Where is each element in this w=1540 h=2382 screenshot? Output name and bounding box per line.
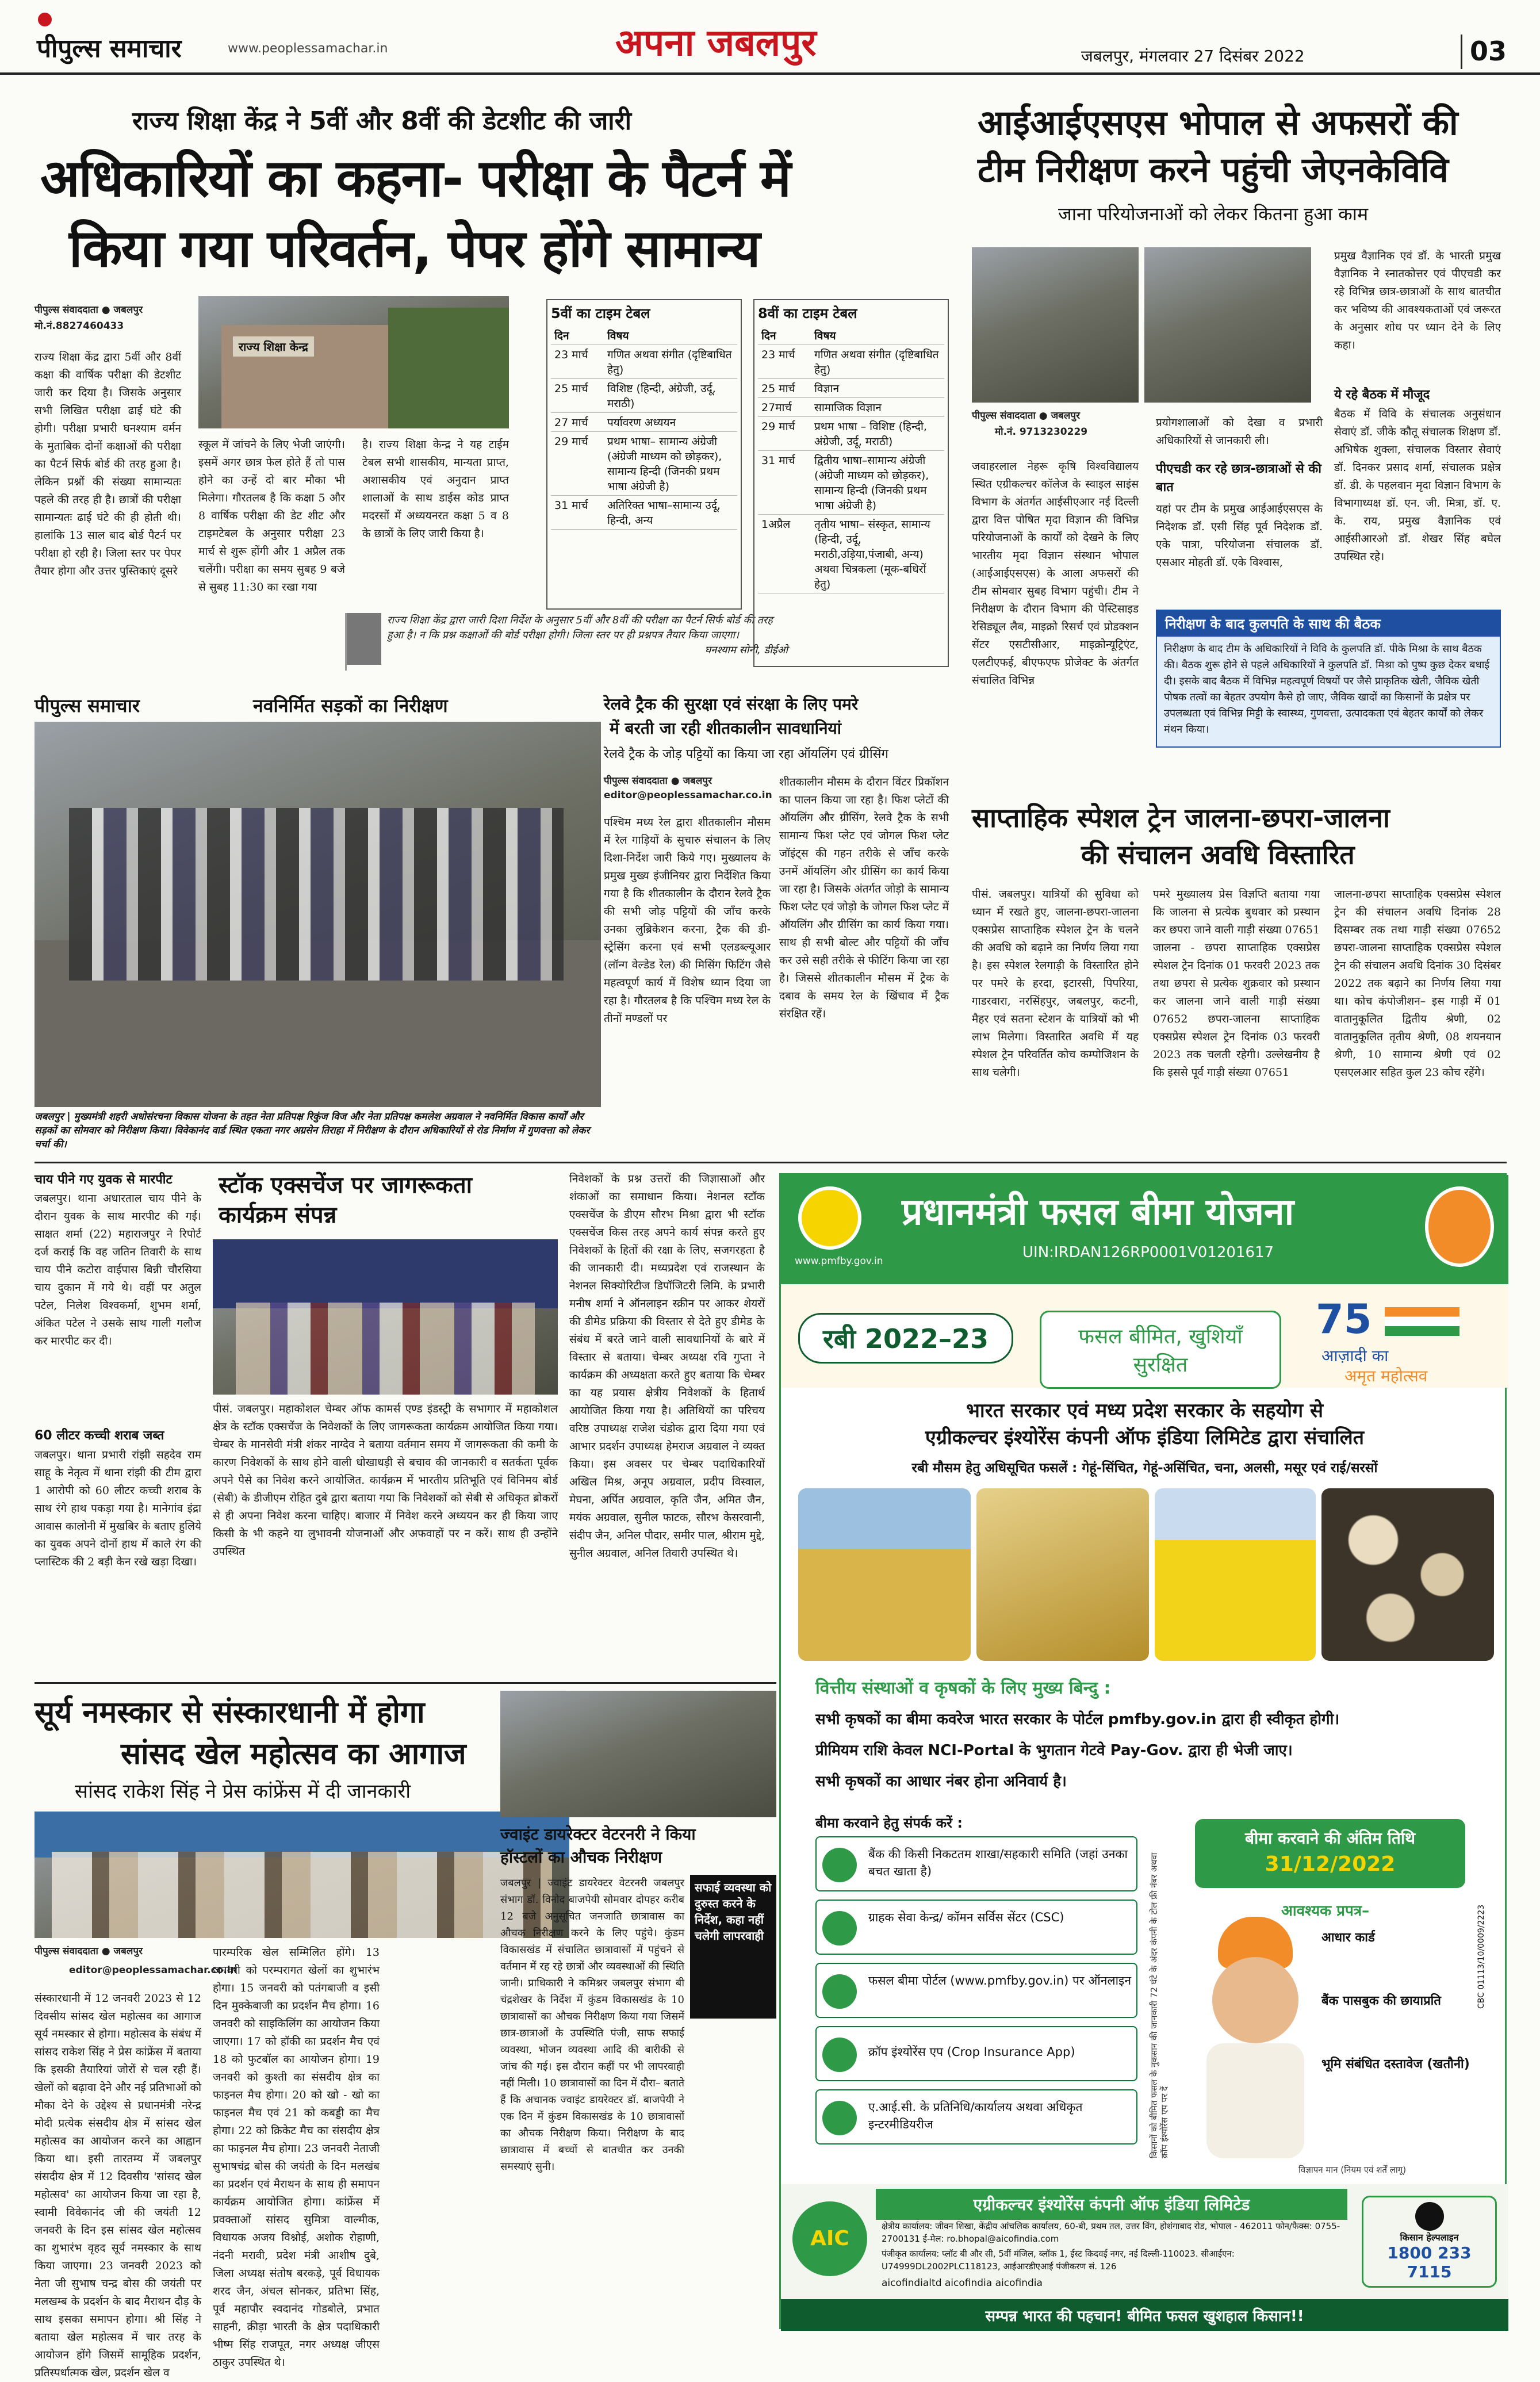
table-row: 27 मार्च पर्यावरण अध्ययन bbox=[551, 413, 737, 432]
ad-footer: सम्पन्न भारत की पहचान! बीमित फसल खुशहाल किसान!! bbox=[781, 2299, 1508, 2331]
crop-photo-chickpea bbox=[1321, 1488, 1494, 1661]
train-col-c: जालना-छपरा साप्ताहिक एक्सप्रेस स्पेशल ट्रेन की संचालन अवधि दिनांक 28 दिसम्बर तक तथा गाड़ी संख्या 07652 छपरा-जालना साप्ताहिक एक्सप्रेस स्पेशल ट्रेन की संचालन अवधि दिनांक 30 दिसंबर 2022 तक बढ़ाने का निर्णय लिया गया था। कोच कंपोजीशन– इस गाड़ी में 01 वातानुकूलित द्वितीय श्रेणी, 02 वातानुकूलित तृतीय श्रेणी, 08 शयनयान श्रेणी, 10 सामान्य श्रेणी एवं 02 एसएलआर सहित कुल 23 कोच रहेंगे। bbox=[1334, 888, 1501, 1079]
aic-logo-text: AIC bbox=[810, 2227, 849, 2250]
fasal-bima-ad bbox=[779, 1173, 1507, 2329]
ad-social[interactable]: aicofindialtd aicofindia aicofindia bbox=[882, 2277, 1043, 2289]
deadline-label: बीमा करवाने की अंतिम तिथि bbox=[1244, 1829, 1415, 1848]
stock-col-b: निवेशकों के प्रश्न उत्तरों की जिज्ञासाओं और शंकाओं का समाधान किया। नेशनल स्टॉक एक्सचेंज के डीएम सौरभ मिश्रा द्वारा भी स्टॉक एक्सचेंज किस तरह अपने कार्य संपन्न करते हुए निवेशकों के हितों की रक्षा के लिए, सजगरहता है की जानकारी दी। मध्यप्रदेश एवं राजस्थान के नेशनल सिक्योरिटीज डिपॉजिटरी लिमि. के प्रभारी मनीष शर्मा ने ऑनलाइन स्क्रीन पर आकर शेयरों की डीमेड प्रक्रिया की विस्तार से देते हुए डीमेड के संबंध में बरते जाने वाली सावधानियों के बारे में विस्तार से बताया। चेम्बर अध्यक्ष रवि गुप्ता ने कार्यक्रम की अध्यक्षता करते हुए बताया कि चेम्बर का यह प्रयास क्षेत्रीय निवेशकों के हितार्थ आयोजित किया गया है। अतिथियों का परिचय वरिष्ठ उपाध्यक्ष राजेश चंडोक द्वारा दिया गया एवं आभार प्रदर्शन उपाध्यक्ष हेमराज अग्रवाल ने व्यक्त किया। इस अवसर पर चेम्बर पदाधिकारियों अखिल मिश्र, अनूप अग्रवाल, प्रदीप विस्वाल, मेघना, अर्पित अग्रवाल, कृति जैन, अमित जैन, मयंक अग्रवाल, सुनील फाटक, सौरभ केसरवानी, संदीप जैन, अनिल पौदार, समीर पाल, श्रीराम मुद्दे, सुनील अग्रवाल, अनिल तिवारी उपस्थित थे। bbox=[569, 1173, 765, 1560]
lead-col-2: स्कूल में जांचने के लिए भेजी जाएंगी। इसमें अगर छात्र फेल होते हैं तो पास होने का उन्हें दो बार मौका भी मिलेगा। गौरतलब है कि कक्षा 5 और 8 वार्षिक परीक्षा की डेट शीट और टाइमटेबल के अनुसार परीक्षा 23 मार्च से शुरू होंगी और 1 अप्रैल तक चलेंगी। परीक्षा का समय सुबह 9 बजे से सुबह 11:30 का रखा गया bbox=[198, 438, 345, 593]
azadi-number: 75 bbox=[1316, 1296, 1372, 1343]
officer-name: घनश्याम सोनी, डीईओ bbox=[704, 644, 788, 656]
brief-1-title: चाय पीने गए युवक से मारपीट bbox=[35, 1173, 173, 1187]
portal-icon bbox=[822, 1974, 857, 2009]
tt5-title: 5वीं का टाइम टेबल bbox=[551, 305, 650, 321]
rail-subhead: रेलवे ट्रैक के जोड़ पट्टियों का किया जा रहा ऑयलिंग एवं ग्रीसिंग bbox=[604, 747, 888, 761]
icar-photo-2 bbox=[1144, 247, 1311, 403]
ad-office-2: पंजीकृत कार्यालय: प्लॉट बी और सी, 5वीं मंजिल, ब्लॉक 1, ईस्ट किदवई नगर, नई दिल्ली-110023. सीआईएन: U74999DL2002PLC118123, आईआरडीएआई पंजीकरण सं. 126 bbox=[882, 2249, 1235, 2272]
sports-story bbox=[35, 1691, 569, 2379]
stock-story bbox=[213, 1170, 765, 1676]
contact-item: फसल बीमा पोर्टल (www.pmfby.gov.in) पर ऑनलाइन bbox=[815, 1963, 1137, 2018]
roads-label: नवनिर्मित सड़कों का निरीक्षण bbox=[253, 695, 448, 717]
vet-headline-2: हॉस्टलों का औचक निरीक्षण bbox=[500, 1848, 662, 1867]
pmfby-logo bbox=[798, 1186, 861, 1250]
roads-paper-name: पीपुल्स समाचार bbox=[35, 695, 140, 717]
toll-free-label: किसान हेल्पलाइन bbox=[1400, 2232, 1459, 2243]
page-number: 03 bbox=[1470, 36, 1507, 67]
timetable-5 bbox=[546, 299, 742, 610]
icar-sub-1: पीएचडी कर रहे छात्र-छात्राओं से की बात bbox=[1156, 462, 1321, 495]
roads-photo bbox=[35, 722, 601, 1107]
roads-photo-block bbox=[35, 693, 601, 1153]
website[interactable]: www.peoplessamachar.in bbox=[228, 41, 388, 56]
icar-box-title: निरीक्षण के बाद कुलपति के साथ की बैठक bbox=[1157, 611, 1500, 637]
ad-side-note: किसानों को बीमित फसल के नुकसान की जानकारी 72 घंटे के अंदर कंपनी के टोल फ्री नंबर अथवा क्रॉप इंश्योरेंस एप पर दें bbox=[1149, 1852, 1170, 2158]
icar-photo bbox=[972, 247, 1139, 403]
table-row: 23 मार्च गणित अथवा संगीत (दृष्टिबाधित हेतु) bbox=[551, 345, 737, 379]
photo-sign: राज्य शिक्षा केन्द्र bbox=[233, 336, 314, 357]
csc-icon bbox=[822, 1911, 857, 1946]
deadline-box bbox=[1195, 1819, 1465, 1888]
contact-title: बीमा करवाने हेतु संपर्क करें : bbox=[815, 1815, 963, 1831]
rail-col-a: पश्चिम मध्य रेल द्वारा शीतकालीन मौसम में रेल गाड़ियों के सुचारु संचालन के लिए दिशा-निर्देश जारी किये गए। मुख्यालय के प्रमुख मुख्य इंजीनियर द्वारा निर्देशित किया गया है कि शीतकालीन के दौरान रेलवे ट्रैक की सभी जोड़ पट्टियों की जाँच करके उनका लुब्रिकेशन करना, ट्रैक की डी-स्ट्रेसिंग करना एवं सभी एलडब्ल्यूआर (लॉन्ग वेल्डेड रेल) की मिसिंग फिटिंग जैसे महत्वपूर्ण कार्य में विशेष ध्यान दिया जा रहा है। गौरतलब है कि पश्चिम मध्य रेल के तीनों मण्डलों पर bbox=[604, 816, 771, 1025]
vet-callout-text: सफाई व्यवस्था को दुरुस्त करने के निर्देश, कहा नहीं चलेगी लापरवाही bbox=[695, 1881, 772, 1943]
ad-season: रबी 2022–23 bbox=[798, 1313, 1013, 1364]
icar-col-b2: यहां पर टीम के प्रमुख आईआईएसएस के निदेशक डॉ. एसी सिंह पूर्व निदेशक डॉ. एके पात्रा, परियोजना संचालक डॉ. एसआर मोहती डॉ. एके विश्वास, bbox=[1156, 503, 1323, 569]
train-story bbox=[972, 799, 1507, 1156]
sports-headline-2: सांसद खेल महोत्सव का आगाज bbox=[121, 1737, 466, 1771]
azadi-line-2: अमृत महोत्सव bbox=[1344, 1366, 1428, 1385]
brief-2-title: 60 लीटर कच्ची शराब जब्त bbox=[35, 1429, 164, 1443]
lead-story bbox=[35, 92, 957, 673]
vet-story bbox=[500, 1691, 776, 2335]
points-title: वित्तीय संस्थाओं व कृषकों के लिए मुख्य बिन्दु : bbox=[815, 1678, 1111, 1698]
sports-byline: पीपुल्स संवाददाता ● जबलपुर bbox=[35, 1946, 143, 1957]
rail-headline-2: में बरती जा रही शीतकालीन सावधानियां bbox=[610, 719, 842, 738]
table-row: 25 मार्च विज्ञान bbox=[758, 379, 944, 398]
stock-photo bbox=[213, 1239, 558, 1395]
icar-sub-2: ये रहे बैठक में मौजूद bbox=[1334, 388, 1430, 402]
train-col-b: पमरे मुख्यालय प्रेस विज्ञप्ति बताया गया कि जालना से प्रत्येक बुधवार को प्रस्थान कर छपरा जाने वाली गाड़ी संख्या 07651 जालना - छपरा साप्ताहिक एक्सप्रेस स्पेशल ट्रेन दिनांक 01 फरवरी 2023 तक तथा छपरा से प्रत्येक शुक्रवार को प्रस्थान कर जालना जाने वाली गाड़ी संख्या 07652 छपरा-जालना साप्ताहिक एक्सप्रेस स्पेशल ट्रेन दिनांक 03 फरवरी 2023 तक चलती रहेगी। उल्लेखनीय है कि इससे पूर्व गाड़ी संख्या 07651 bbox=[1153, 888, 1320, 1079]
toll-free-box bbox=[1362, 2196, 1497, 2288]
briefs bbox=[35, 1170, 201, 1676]
deadline-date: 31/12/2022 bbox=[1265, 1852, 1396, 1876]
vet-callout bbox=[690, 1875, 776, 2019]
crop-photo-wheat bbox=[976, 1488, 1149, 1661]
bank-icon bbox=[822, 1848, 857, 1882]
train-headline-2: की संचालन अवधि विस्तारित bbox=[1081, 839, 1355, 870]
dateline: जबलपुर, मंगलवार 27 दिसंबर 2022 bbox=[1081, 47, 1305, 66]
table-row: 31 मार्च अतिरिक्त भाषा–सामान्य उर्दू, हिन्दी, अन्य bbox=[551, 496, 737, 530]
point-item: प्रीमियम राशि केवल NCI-Portal के भुगतान गेटवे Pay-Gov. द्वारा ही भेजी जाए। bbox=[815, 1742, 1293, 1759]
aic-agent-icon bbox=[822, 2101, 857, 2135]
tt8-head-date: दिन bbox=[758, 326, 811, 345]
farmer-mascot bbox=[1195, 1917, 1310, 2158]
table-row: 31 मार्च द्वितीय भाषा–सामान्य अंग्रेजी (अंग्रेजी माध्यम को छोड़कर), सामान्य हिन्दी (जिनकी प्रथम भाषा अंग्रेजी है) bbox=[758, 451, 944, 515]
tt8-title: 8वीं का टाइम टेबल bbox=[758, 305, 857, 321]
vet-headline-1: ज्वाइंट डायरेक्टर वेटरनरी ने किया bbox=[500, 1825, 696, 1844]
icar-headline-2: टीम निरीक्षण करने पहुंची जेएनकेविवि bbox=[978, 150, 1449, 190]
icar-subhead: जाना परियोजनाओं को लेकर कितना हुआ काम bbox=[1058, 203, 1369, 225]
icar-col-c2: बैठक में विवि के संचालक अनुसंधान सेवाएं डॉ. जीके कौतू संचालक शिक्षण डॉ. अभिषेक शुक्ला, संचालक विस्तार सेवाएं डॉ. दिनकर प्रसाद शर्मा, संचालक प्रक्षेत्र डॉ. डी. के पहलवान मृदा विज्ञान विभाग के विभागाध्यक्ष डॉ. एन. जी. मित्रा, डॉ. ए. के. राय, प्रमुख वैज्ञानिक एवं आईसीआरओ डॉ. शेखर सिंह बघेल उपस्थित रहे। bbox=[1334, 408, 1501, 563]
mp-emblem bbox=[1425, 1186, 1494, 1267]
doc-item: बैंक पासबुक की छायाप्रति bbox=[1321, 1994, 1441, 2008]
ad-govt-2: एग्रीकल्चर इंश्योरेंस कंपनी ऑफ इंडिया लिमिटेड द्वारा संचालित bbox=[925, 1426, 1365, 1449]
table-row: 23 मार्च गणित अथवा संगीत (दृष्टिबाधित हेतु) bbox=[758, 345, 944, 379]
ad-office-1: क्षेत्रीय कार्यालय: जीवन शिखा, केंद्रीय आंचलिक कार्यालय, 60-बी, प्रथम तल, उत्तर विंग, होशंगाबाद रोड, भोपाल - 462011 फोन/फैक्स: 0755-2700131 ई-मेल: ro.bhopal@aicofindia.com bbox=[882, 2221, 1340, 2244]
icar-phone: मो.नं. 9713230229 bbox=[995, 426, 1088, 438]
ad-title-bar bbox=[781, 1175, 1508, 1284]
docs-list bbox=[1321, 1928, 1494, 2118]
points-list bbox=[815, 1704, 1477, 1797]
rail-story bbox=[604, 693, 949, 1153]
paper-name: पीपुल्स समाचार bbox=[37, 34, 182, 63]
table-row: 1अप्रैल तृतीय भाषा– संस्कृत, सामान्य (हिन्दी, उर्दू, मराठी,उड़िया,पंजाबी, अन्य) अथवा चित्रकला (मूक-बधिरों हेतु) bbox=[758, 515, 944, 593]
masthead bbox=[0, 0, 1540, 75]
crop-photo-wheat-field bbox=[798, 1488, 971, 1661]
table-row: 25 मार्च विशिष्ट (हिन्दी, अंग्रेजी, उर्दू, मराठी) bbox=[551, 379, 737, 413]
sports-col-b: पारम्परिक खेल सम्मिलित होंगे। 13 जनवरी को परम्परागत खेलों का शुभारंभ होगा। 15 जनवरी को पतंगबाजी व इसी दिन मुक्केबाजी का प्रदर्शन मैच होगा। 16 जनवरी को साइकिलिंग का आयोजन किया जाएगा। 17 को हॉकी का प्रदर्शन मैच एवं 18 को फुटबॉल का आयोजन होगा। 19 जनवरी को कुश्ती का संसदीय क्षेत्र का फाइनल मैच होगा। 20 को खो - खो का फाइनल मैच एवं 21 को कबड्डी का मैच होगा। 22 को क्रिकेट मैच का संसदीय क्षेत्र का फाइनल मैच होगा। 23 जनवरी नेताजी सुभाषचंद्र बोस की जयंती के दिन मलखंब का प्रदर्शन एवं मैराथन के साथ ही समापन कार्यक्रम आयोजित होगा। कांफ्रेंस में प्रवक्ताओं सांसद सुमित्रा वाल्मीक, विधायक अजय विश्नोई, अशोक रोहाणी, नंदनी मरावी, प्रदेश मंत्री आशीष दुबे, जिला अध्यक्ष संतोष बरकड़े, पूर्व विधायक शरद जैन, अंचल सोनकर, प्रतिभा सिंह, पूर्व महापौर स्वदानंद गोडबोले, प्रभात साहनी, क्रीड़ा भारती के क्षेत्र पदाधिकारी भीष्म सिंह राजपूत, नगर अध्यक्ष जीएस ठाकुर उपस्थित थे। bbox=[213, 1946, 380, 2369]
table-row: 27मार्च सामाजिक विज्ञान bbox=[758, 398, 944, 417]
docs-title: आवश्यक प्रपत्र– bbox=[1281, 1902, 1370, 1920]
headset-icon bbox=[1415, 2202, 1444, 2231]
train-col-a: पीसं. जबलपुर। यात्रियों की सुविधा को ध्यान में रखते हुए, जालना-छपरा-जालना एक्सप्रेस साप्ताहिक स्पेशल ट्रेन के चलने की अवधि को बढ़ाने का निर्णय लिया गया है। इस स्पेशल रेलगाड़ी के विस्तारित होने पर पमरे के हरदा, इटारसी, पिपरिया, गाडरवारा, नरसिंहपुर, जबलपुर, कटनी, मैहर एवं सतना स्टेशन के यात्रियों को भी लाभ मिलेगा। विस्तारित अवधि में यह स्पेशल ट्रेन परिवर्तित कोच कम्पोजिशन के साथ चलेगी। bbox=[972, 888, 1139, 1079]
icar-col-b: प्रयोगशालाओं को देखा व प्रभारी अधिकारियों से जानकारी ली। bbox=[1156, 416, 1323, 447]
crop-photo-mustard bbox=[1155, 1488, 1316, 1661]
icar-headline-1: आईआईएसएस भोपाल से अफसरों की bbox=[978, 103, 1458, 143]
table-row: 29 मार्च प्रथम भाषा– सामान्य अंग्रेजी (अंग्रेजी माध्यम को छोड़कर), सामान्य हिन्दी (जिनकी प्रथम भाषा अंग्रेजी है) bbox=[551, 432, 737, 496]
sports-photo bbox=[35, 1812, 569, 1938]
sports-col-a: संस्कारधानी में 12 जनवरी 2023 से 12 दिवसीय सांसद खेल महोत्सव का आगाज सूर्य नमस्कार से होगा। महोत्सव के संबंध में सांसद राकेश सिंह ने प्रेस कांफ्रेंस में बताया कि इसकी तैयारियां जोरों से चल रही हैं। खेलों को बढ़ावा देने और नई प्रतिभाओं को मौका देने के उद्देश्य से प्रधानमंत्री नरेन्द्र मोदी प्रत्येक संसदीय क्षेत्र में सांसद खेल महोत्सव का आयोजन करने का आह्वान किया था। इसी तारतम्य में जबलपुर संसदीय क्षेत्र में 12 दिवसीय 'सांसद खेल महोत्सव' का आयोजन किया जा रहा है, स्वामी विवेकानंद जी की जयंती 12 जनवरी के दिन इस सांसद खेल महोत्सव का शुभारंभ वृहद सूर्य नमस्कार के साथ किया जाएगा। 23 जनवरी 2023 को नेता जी सुभाष चन्द्र बोस की जयंती पर मलखम्ब के प्रदर्शन के बाद मैराथन दौड़ के साथ इसका समापन होगा। श्री सिंह ने बताया खेल महोत्सव में चार तरह के आयोजन होंगे जिसमें सामूहिक प्रदर्शन, प्रतिस्पर्धात्मक खेल, प्रदर्शन खेल व bbox=[35, 1992, 201, 2379]
azadi-line-1: आज़ादी का bbox=[1321, 1346, 1389, 1365]
sports-subhead: सांसद राकेश सिंह ने प्रेस कांफ्रेंस में दी जानकारी bbox=[75, 1780, 411, 1803]
ad-code: विज्ञापन मान (नियम एवं शर्तें लागू) bbox=[1298, 2165, 1407, 2175]
icar-box bbox=[1156, 610, 1501, 748]
table-row: 29 मार्च प्रथम भाषा – विशिष्ट (हिन्दी, अंग्रेजी, उर्दू, मराठी) bbox=[758, 417, 944, 451]
lead-phone: मो.नं.8827460433 bbox=[35, 320, 124, 332]
ad-crops: रबी मौसम हेतु अधिसूचित फसलें : गेहूं-सिंचित, गेहूं-असिंचित, चना, अलसी, मसूर एवं राई/सरसों bbox=[911, 1461, 1378, 1476]
ad-slogan: फसल बीमित, खुशियाँ सुरक्षित bbox=[1040, 1311, 1281, 1389]
flag-icon bbox=[1385, 1307, 1459, 1336]
train-headline-1: साप्ताहिक स्पेशल ट्रेन जालना-छपरा-जालना bbox=[972, 802, 1390, 833]
brief-1-text: जबलपुर। थाना अधारताल चाय पीने के दौरान युवक के साथ मारपीट की गई। साक्षत शर्मा (22) महाराजपुर ने रिपोर्ट दर्ज कराई कि वह जतिन तिवारी के साथ चाय पीने कटोरा वाईपास बिन्नी चौरसिया चाय दुकान में गये थे। वहीं पर अतुल पटेल, निलेश विश्वकर्मा, शुभम शर्मा, अंकित पटेल ने उसके साथ गाली गलौज कर मारपीट कर दी। bbox=[35, 1192, 201, 1347]
ad-website-small[interactable]: www.pmfby.gov.in bbox=[795, 1255, 883, 1267]
doc-item: भूमि संबंधित दस्तावेज (खतौनी) bbox=[1321, 2057, 1470, 2071]
ad-company-bar bbox=[781, 2184, 1508, 2299]
tt5-head-date: दिन bbox=[551, 326, 604, 345]
section-title: अपना जबलपुर bbox=[615, 22, 817, 64]
doc-item: आधार कार्ड bbox=[1321, 1931, 1375, 1945]
ad-uin: UIN:IRDAN126RP0001V01201617 bbox=[1022, 1244, 1274, 1261]
aic-logo bbox=[792, 2201, 867, 2276]
lead-photo bbox=[198, 296, 509, 428]
rail-email[interactable]: editor@peoplessamachar.co.in bbox=[604, 790, 772, 801]
icar-story bbox=[972, 92, 1507, 771]
roads-caption: जबलपुर | मुख्यमंत्री शहरी अधोसंरचना विकास योजना के तहत नेता प्रतिपक्ष रिकुंज विज और नेता प्रतिपक्ष कमलेश अग्रवाल ने नवनिर्मित विकास कार्यों और सड़कों का सोमवार को निरीक्षण किया। विवेकानंद वार्ड स्थित एकता नगर अग्रसेन तिराहा में निरीक्षण के दौरान अधिकारियों से रोड निर्माण में गुणवत्ता को लेकर चर्चा की। bbox=[35, 1111, 590, 1150]
stock-col-a: पीसं. जबलपुर। महाकोशल चेम्बर ऑफ कामर्स एण्ड इंडस्ट्री के सभागार में महाकोशल क्षेत्र के स्टॉक एक्सचेंज के निवेशकों के लिए जागरूकता कार्यक्रम आयोजित किया गया। चेम्बर के मानसेवी मंत्री शंकर नाग्देव ने बताया वर्तमान समय में जागरूकता की कमी के कारण निवेशकों के साथ होने वाली धोखाधड़ी से बचाव की जानकारी व सतर्कता पूर्वक अपने पैसे का निवेश करने आयोजित. कार्यक्रम में भारतीय प्रतिभूति एवं विनिमय बोर्ड (सेबी) के डीजीएम रोहित दुबे द्वारा बताया गया कि निवेशकों को सेबी से अधिकृत ब्रोकरों से ही अपना निवेश करना चाहिए। बाजार में निवेश करने अध्ययन कर ही किया जाए किसी के भी कहने या लुभावनी योजनाओं और अफवाहों पर न करें। साथ ही उन्होंने उपस्थित bbox=[213, 1403, 558, 1558]
tt8-head-subject: विषय bbox=[811, 326, 944, 345]
timetable-8 bbox=[753, 299, 949, 667]
rail-col-b: शीतकालीन मौसम के दौरान विंटर प्रिकॉशन का पालन किया जा रहा है। फिश प्लेटों की ऑयलिंग और ग्रीसिंग, रेलवे ट्रैक के सभी सामान्य फिश प्लेट एवं जोगल फिश प्लेट जॉइंट्स की गहन तरीके से जाँच करके उनमें ऑयलिंग और ग्रीसिंग का कार्य किया जा रहा है। जिसके अंतर्गत जोड़ो के सामान्य फिश प्लेट एवं जोड़ो के जोगल फिश प्लेट में ऑयलिंग और ग्रीसिंग का कार्य किया गया। साथ ही सभी बोल्ट और पट्टियों की जाँच कर उसे सही तरीके से फीटिंग किया जा रहा है। जिससे शीतकालीन मौसम में ट्रैक के दबाव के समय रेल के खिंचाव में ट्रैक संरक्षित रहें। bbox=[779, 776, 949, 1020]
contact-item: क्रॉप इंश्योरेंस एप (Crop Insurance App) bbox=[815, 2026, 1137, 2081]
lead-headline-1: अधिकारियों का कहना- परीक्षा के पैटर्न में bbox=[40, 148, 790, 209]
contact-item: ए.आई.सी. के प्रतिनिधि/कार्यालय अथवा अधिकृत इन्टरमीडियरीज bbox=[815, 2089, 1137, 2144]
rail-headline-1: रेलवे ट्रैक की सुरक्षा एवं संरक्षा के लिए पमरे bbox=[604, 695, 859, 714]
lead-kicker: राज्य शिक्षा केंद्र ने 5वीं और 8वीं की डेटशीट की जारी bbox=[132, 106, 632, 136]
officer-note bbox=[345, 613, 788, 671]
tt5-head-subject: विषय bbox=[604, 326, 737, 345]
sports-email[interactable]: editor@peoplessamachar.co.in bbox=[69, 1964, 237, 1976]
officer-photo bbox=[347, 613, 381, 665]
ad-govt-1: भारत सरकार एवं मध्य प्रदेश सरकार के सहयोग से bbox=[966, 1399, 1323, 1422]
icar-box-text: निरीक्षण के बाद टीम के अधिकारियों ने विवि के कुलपति डॉ. पीके मिश्रा के साथ बैठक की। बैठक शुरू होने से पहले अधिकारियों ने कुलपति डॉ. मिश्रा को पुष्प कुछ देकर बधाई दी। इसके बाद बैठक में विभिन्न महत्वपूर्ण विषयों पर जैसे प्राकृतिक खेती, जैविक खेती पोषक तत्वों का बेहतर उपयोग कैसे हो जाए, जैविक खादों का किसानों के प्रक्षेत्र पर उपलब्धता एवं विभिन्न मिट्टी के स्वास्थ्य, गुणवत्ता, उत्पादकता एवं बेहतर कार्यों को लेकर मंथन किया। bbox=[1164, 643, 1490, 736]
app-icon bbox=[822, 2038, 857, 2072]
sports-headline-1: सूर्य नमस्कार से संस्कारधानी में होगा bbox=[35, 1695, 425, 1730]
brief-2-text: जबलपुर। थाना प्रभारी रांझी सहदेव राम साहू के नेतृत्व में थाना रांझी की टीम द्वारा 1 आरोपी को 60 लीटर कच्ची शराब के साथ रंगे हाथ पकड़ा गया है। मानेगांव इंद्रा आवास कालोनी में मुखबिर के बताए हुलिये का युवक अपने दोनों हाथ में काले रंग की प्लास्टिक की 2 बड़ी केन रखे खड़ा दिखा। bbox=[35, 1449, 201, 1568]
stock-headline: स्टॉक एक्सचेंज पर जागरूकता कार्यक्रम संपन्न bbox=[219, 1172, 472, 1228]
contact-item: ग्राहक सेवा केन्द्र/ कॉमन सर्विस सेंटर (CSC) bbox=[815, 1900, 1137, 1955]
ad-title: प्रधानमंत्री फसल बीमा योजना bbox=[902, 1191, 1294, 1234]
vet-photo bbox=[500, 1691, 776, 1817]
contact-item: बैंक की किसी निकटतम शाखा/सहकारी समिति (जहां उनका बचत खाता है) bbox=[815, 1836, 1137, 1891]
lead-byline: पीपुल्स संवाददाता ● जबलपुर bbox=[35, 304, 143, 316]
ad-cbc: CBC 01113/10/0009/2223 bbox=[1477, 1904, 1486, 2009]
rail-byline: पीपुल्स संवाददाता ● जबलपुर bbox=[604, 775, 712, 787]
icar-col-a: जवाहरलाल नेहरू कृषि विश्वविद्यालय स्थित एग्रीकल्चर कॉलेज के स्वाइल साइंस विभाग के अंतर्गत आईसीएआर नई दिल्ली द्वारा वित्त पोषित मृदा विज्ञान की विभिन्न परियोजनाओं के कार्यों को देखने के लिए भारतीय मृदा विज्ञान संस्थान भोपाल (आईआईएसएस) के आला अफसरों की टीम सोमवार सुबह विभाग पहुंची। टीम ने निरीक्षण के दौरान विभाग की पेस्टिसाइड रेसिड्यूल लैब, माइक्रो रिसर्च एवं प्रोडक्शन सेंटर एसटीसीआर, माइक्रोन्यूट्रिएंट, एलटीएफई, बीएफएफ प्रोजेक्ट के अंतर्गत संचालित विभिन्न bbox=[972, 460, 1139, 687]
icar-col-c: प्रमुख वैज्ञानिक एवं डॉ. के भारती प्रमुख वैज्ञानिक ने स्नातकोत्तर एवं पीएचडी कर रहे विभिन्न छात्र-छात्राओं के साथ बातचीत कर भविष्य की आवश्यकताओं एवं जरूरत के अनुसार शोध पर ध्यान देने के लिए कहा। bbox=[1334, 250, 1501, 351]
point-item: सभी कृषकों का बीमा कवरेज भारत सरकार के पोर्टल pmfby.gov.in द्वारा ही स्वीकृत होगी। bbox=[815, 1711, 1340, 1728]
officer-quote: राज्य शिक्षा केंद्र द्वारा जारी दिशा निर्देश के अनुसार 5वीं और 8वीं की परीक्षा का पैटर्न सिर्फ बोर्ड की तरह हुआ है। न कि प्रश्न कक्षाओं की बोर्ड परीक्षा होगी। जिला स्तर पर ही प्रश्नपत्र तैयार किया जाएगा। bbox=[387, 614, 773, 641]
icar-byline: पीपुल्स संवाददाता ● जबलपुर bbox=[972, 410, 1081, 422]
toll-free-number[interactable]: 1800 233 7115 bbox=[1387, 2243, 1472, 2281]
ad-company: एग्रीकल्चर इंश्योरेंस कंपनी ऑफ इंडिया लिमिटेड bbox=[876, 2189, 1347, 2220]
vet-col-a: जबलपुर | ज्वाइंट डायरेक्टर वेटरनरी जबलपुर संभाग डॉ. विनोद बाजपेयी सोमवार दोपहर करीब 12 बजे अनुसूचित जनजाति छात्रावास का औचक निरीक्षण करने के लिए पहुंचे। कुंडम विकासखंड में संचालित छात्रावासों में पहुंचने से वर्तमान में रह रहे छात्रों और व्यवस्थाओं की स्थिति जानी। प्राधिकारी ने कमिश्नर जबलपुर संभाग बी चंद्रशेखर के निर्देश में कुंडम विकासखंड के 10 छात्रावासों का औचक निरीक्षण किया गया जिसमें छात्र-छात्राओं के उपस्थिति पंजी, साफ सफाई व्यवस्था, भोजन व्यवस्था आदि की बारीकी से जांच की गई। इस दौरान कहीं पर भी लापरवाही नहीं मिली। 10 छात्रावासों का दिन में दौरा– बताते हैं कि अचानक ज्वाइंट डायरेक्टर डॉ. बाजपेयी ने एक दिन में कुंडम विकासखंड के 10 छात्रावासों का औचक निरीक्षण किया। निरीक्षण के बाद छात्रावास में बच्चों से बातचीत कर उनकी समस्याएं सुनी। bbox=[500, 1877, 684, 2173]
lead-headline-2: किया गया परिवर्तन, पेपर होंगे सामान्य bbox=[69, 219, 760, 279]
lead-col-3: है। राज्य शिक्षा केन्द्र ने यह टाईम टेबल सभी शासकीय, मान्यता प्राप्त, अशासकीय एवं अनुदान प्राप्त शालाओं के साथ डाईस कोड प्राप्त मदरसों में अध्ययनरत कक्षा 5 व 8 के छात्रों के लिए जारी किया है। bbox=[362, 438, 509, 540]
point-item: सभी कृषकों का आधार नंबर होना अनिवार्य है। bbox=[815, 1773, 1067, 1790]
logo-mark-icon bbox=[38, 13, 52, 26]
lead-col-1: राज्य शिक्षा केंद्र द्वारा 5वीं और 8वीं कक्षा की वार्षिक परीक्षा की डेटशीट जारी कर दिया है। जिसके अनुसार सभी लिखित परीक्षा ढाई घंटे की होगी। परीक्षा प्रभारी घनश्याम वर्मन के मुताबिक दोनों कक्षाओं की परीक्षा का पैटर्न सिर्फ बोर्ड की तरह हुआ है। लेकिन प्रश्नों की संख्या सामान्यतः पहले की तरह ही है। छात्रों की परीक्षा सामान्यतः ढाई घंटे की ही होती थी। हालांकि 13 साल बाद बोर्ड पैटर्न पर परीक्षा हो रही है। जिला स्तर पर पेपर तैयार होगा और उत्तर पुस्तिकाएं दूसरे bbox=[35, 351, 181, 577]
